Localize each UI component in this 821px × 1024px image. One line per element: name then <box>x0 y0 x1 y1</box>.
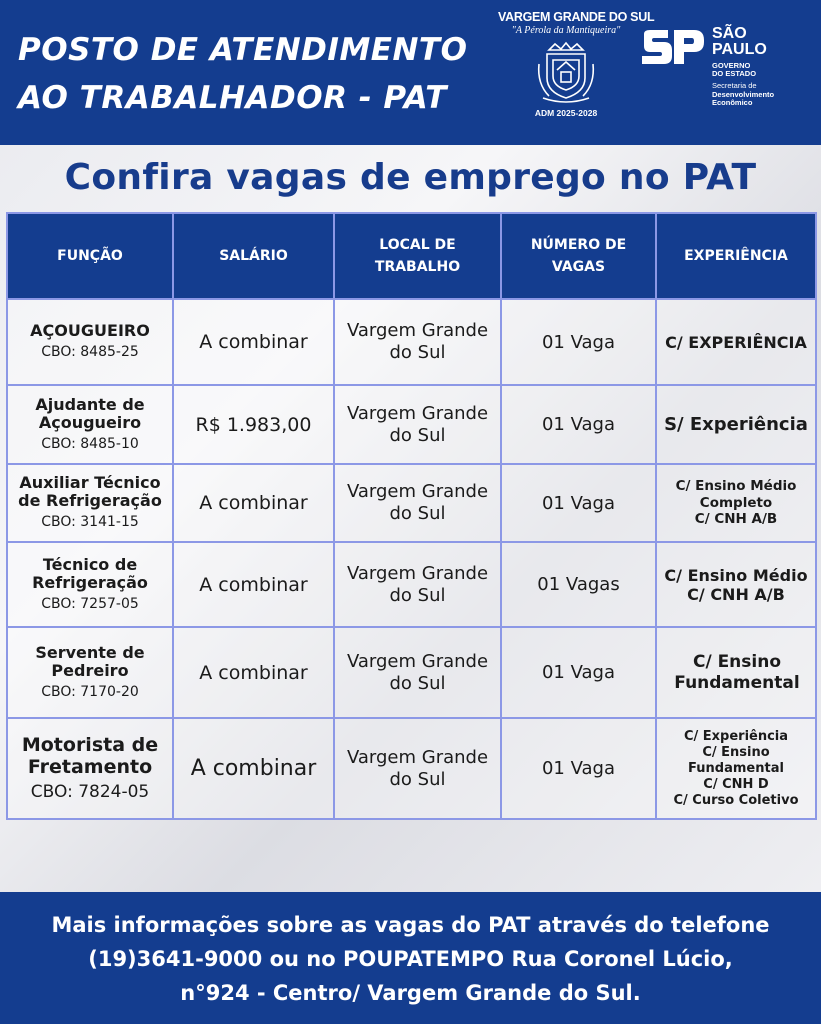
job-salario: A combinar <box>173 542 334 627</box>
job-experiencia: C/ Ensino Fundamental <box>656 627 816 718</box>
job-vagas: 01 Vaga <box>501 385 656 464</box>
crest-adm-label: ADM 2025-2028 <box>534 108 598 118</box>
table-row <box>7 718 816 819</box>
job-salario: R$ 1.983,00 <box>173 385 334 464</box>
footer-contact-banner <box>0 892 821 1024</box>
table-header-row <box>7 213 816 299</box>
table-row <box>7 464 816 542</box>
page-title <box>18 26 467 122</box>
job-local: Vargem Grande do Sul <box>334 718 501 819</box>
header-experiencia: EXPERIÊNCIA <box>656 213 816 299</box>
sp-gov-label: GOVERNO DO ESTADO <box>712 61 757 78</box>
job-funcao: Servente de Pedreiro CBO: 7170-20 <box>7 627 173 718</box>
job-funcao: AÇOUGUEIRO CBO: 8485-25 <box>7 299 173 385</box>
job-vagas: 01 Vaga <box>501 299 656 385</box>
footer-line-3: n°924 - Centro/ Vargem Grande do Sul. <box>180 981 641 1005</box>
crest-city-name: VARGEM GRANDE DO SUL <box>498 10 655 24</box>
job-local: Vargem Grande do Sul <box>334 627 501 718</box>
job-experiencia: C/ Ensino Médio C/ CNH A/B <box>656 542 816 627</box>
title-line-2: AO TRABALHADOR - PAT <box>18 80 447 116</box>
job-vagas: 01 Vagas <box>501 542 656 627</box>
job-listings-table <box>6 212 817 820</box>
job-experiencia: C/ Ensino Médio Completo C/ CNH A/B <box>656 464 816 542</box>
job-salario: A combinar <box>173 464 334 542</box>
job-salario: A combinar <box>173 299 334 385</box>
job-local: Vargem Grande do Sul <box>334 299 501 385</box>
sp-state-logo-icon <box>640 28 706 66</box>
job-funcao: Motorista de Fretamento CBO: 7824-05 <box>7 718 173 819</box>
job-local: Vargem Grande do Sul <box>334 464 501 542</box>
crest-motto: "A Pérola da Mantiqueira" <box>511 25 621 36</box>
job-funcao: Auxiliar Técnico de Refrigeração CBO: 3141-15 <box>7 464 173 542</box>
footer-line-2: (19)3641-9000 ou no POUPATEMPO Rua Coronel Lúcio, <box>88 947 733 971</box>
municipal-crest-logo <box>498 10 655 132</box>
footer-line-1: Mais informações sobre as vagas do PAT através do telefone <box>51 913 770 937</box>
header-funcao: FUNÇÃO <box>7 213 173 299</box>
job-salario: A combinar <box>173 718 334 819</box>
job-local: Vargem Grande do Sul <box>334 542 501 627</box>
job-funcao: Ajudante de Açougueiro CBO: 8485-10 <box>7 385 173 464</box>
sp-secretaria-label: Secretaria de Desenvolvimento Econômico <box>712 81 775 107</box>
sp-name: SÃO PAULO <box>712 25 767 58</box>
header-local: LOCAL DE TRABALHO <box>334 213 501 299</box>
job-salario: A combinar <box>173 627 334 718</box>
table-row <box>7 627 816 718</box>
table-row <box>7 542 816 627</box>
job-vagas: 01 Vaga <box>501 464 656 542</box>
header-vagas: NÚMERO DE VAGAS <box>501 213 656 299</box>
sao-paulo-government-logo <box>640 26 815 126</box>
job-vagas: 01 Vaga <box>501 627 656 718</box>
job-local: Vargem Grande do Sul <box>334 385 501 464</box>
job-experiencia: S/ Experiência <box>656 385 816 464</box>
header-salario: SALÁRIO <box>173 213 334 299</box>
table-row <box>7 385 816 464</box>
job-experiencia: C/ Experiência C/ Ensino Fundamental C/ CNH D C/ Curso Coletivo <box>656 718 816 819</box>
job-experiencia: C/ EXPERIÊNCIA <box>656 299 816 385</box>
headline: Confira vagas de emprego no PAT <box>64 157 757 198</box>
table-row <box>7 299 816 385</box>
job-vagas: 01 Vaga <box>501 718 656 819</box>
title-line-1: POSTO DE ATENDIMENTO <box>18 32 468 68</box>
job-funcao: Técnico de Refrigeração CBO: 7257-05 <box>7 542 173 627</box>
coat-of-arms-icon <box>535 40 597 106</box>
header-banner <box>0 0 821 145</box>
